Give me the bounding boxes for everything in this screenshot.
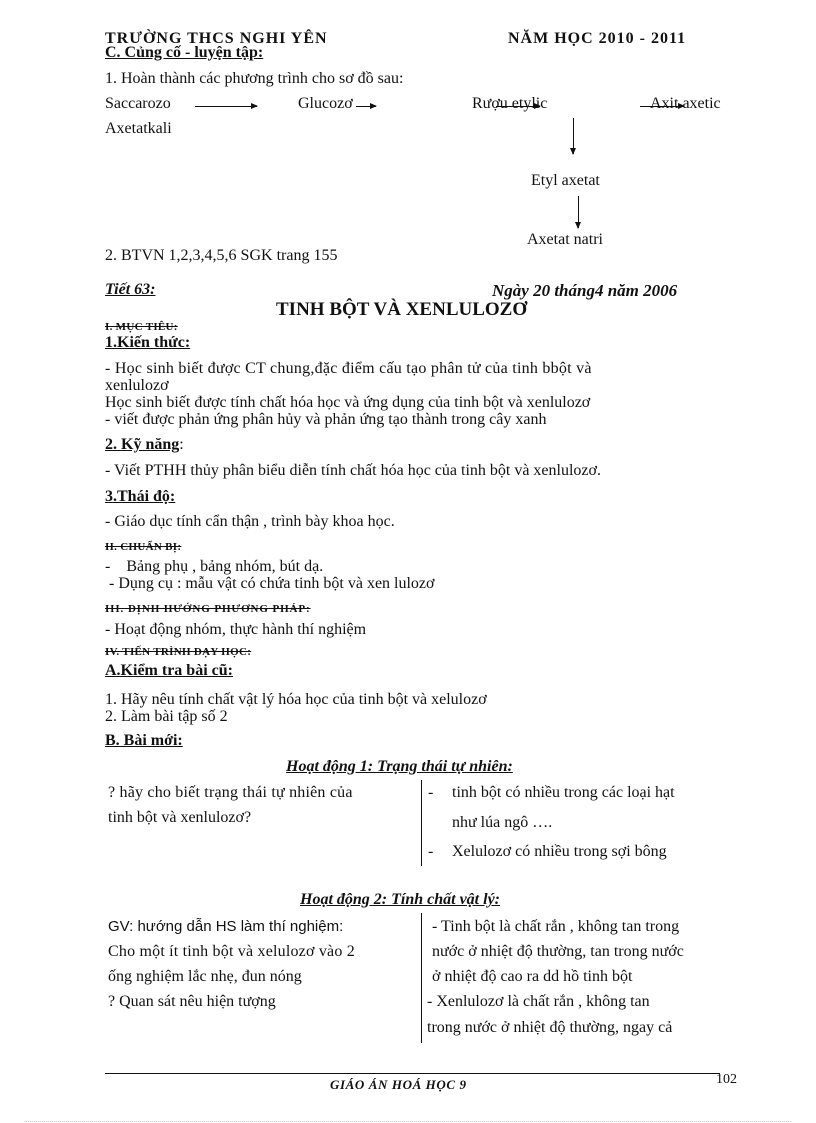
scheme-arrow-down-2 [578, 196, 579, 228]
hd2-right-line-5: trong nước ở nhiệt độ thường, ngay cả [427, 1019, 673, 1036]
kien-thuc-line-4: - viết được phản ứng phân hủy và phản ứng tạo thành trong cây xanh [105, 411, 547, 428]
page-edge [25, 1121, 791, 1122]
scheme-arrow-3 [496, 106, 540, 107]
hd2-left-line-4: ? Quan sát nêu hiện tượng [108, 993, 276, 1010]
scheme-glucozo: Glucozơ [298, 95, 353, 112]
scheme-arrow-1 [195, 106, 257, 107]
hd1-right-bullet-1: - [428, 784, 434, 801]
scheme-axetatkali: Axetatkali [105, 120, 172, 137]
hd2-right-line-2: nước ở nhiệt độ thường, tan trong nước [432, 943, 684, 960]
header-year: NĂM HỌC 2010 - 2011 [508, 30, 687, 47]
hd2-left-line-3: ống nghiệm lắc nhẹ, đun nóng [108, 968, 302, 985]
footer-rule [105, 1073, 720, 1074]
hd1-left-line-2: tinh bột và xenlulozơ? [108, 809, 252, 826]
chuan-bi-heading: II. CHUẨN BỊ: [105, 541, 182, 553]
tien-trinh-heading: IV. TIẾN TRÌNH DẠY HỌC: [105, 646, 252, 658]
hd2-left-line-1: GV: hướng dẫn HS làm thí nghiệm: [108, 918, 344, 935]
hoat-dong-2-divider [421, 913, 422, 1043]
footer-text: GIÁO ÁN HOÁ HỌC 9 [330, 1077, 467, 1092]
kien-thuc-heading: 1.Kiến thức: [105, 334, 191, 351]
kien-thuc-line-1: - Học sinh biết được CT chung,đặc điểm cấu tạo phân tử của tinh bbột và [105, 360, 592, 377]
ky-nang-heading: 2. Kỹ năng [105, 436, 180, 453]
dinh-huong-line: - Hoạt động nhóm, thực hành thí nghiệm [105, 621, 367, 638]
section-c-q1: 1. Hoàn thành các phương trình cho sơ đồ sau: [105, 70, 404, 87]
muc-tieu-heading: I. MỤC TIÊU: [105, 321, 178, 333]
ky-nang-line: - Viết PTHH thủy phân biểu diễn tính chất hóa học của tinh bột và xenlulozơ. [105, 462, 601, 479]
bai-moi-heading: B. Bài mới: [105, 732, 183, 749]
hd1-left-line-1: ? hãy cho biết trạng thái tự nhiên của [108, 784, 353, 801]
scheme-ruou: Rượu etylic [472, 95, 548, 112]
hoat-dong-1-title: Hoạt động 1: Trạng thái tự nhiên: [286, 758, 513, 775]
thai-do-heading: 3.Thái độ: [105, 488, 176, 505]
hoat-dong-2-title: Hoạt động 2: Tính chất vật lý: [300, 891, 500, 908]
hd1-right-line-1: tinh bột có nhiều trong các loại hạt [452, 784, 675, 801]
header-school: TRƯỜNG THCS NGHI YÊN [105, 30, 328, 47]
scheme-saccarozo: Saccarozo [105, 95, 171, 112]
hoat-dong-1-divider [421, 780, 422, 866]
page-number: 102 [716, 1072, 737, 1087]
scheme-arrow-2 [356, 106, 376, 107]
kiem-tra-q2: 2. Làm bài tập số 2 [105, 708, 228, 725]
lesson-tiet: Tiết 63: [105, 281, 156, 298]
scheme-arrow-4 [640, 106, 684, 107]
kien-thuc-line-3: Học sinh biết được tính chất hóa học và ứng dụng của tinh bột và xenlulozơ [105, 394, 591, 411]
ky-nang-block [105, 436, 184, 454]
chuan-bi-line-1: - Bảng phụ , bảng nhóm, bút dạ. [105, 558, 324, 575]
kiem-tra-q1: 1. Hãy nêu tính chất vật lý hóa học của tinh bột và xelulozơ [105, 691, 487, 708]
kien-thuc-line-2: xenlulozơ [105, 377, 169, 394]
hd1-right-line-2: như lúa ngô …. [452, 814, 553, 831]
hd2-left-line-2: Cho một ít tinh bột và xelulozơ vào 2 [108, 943, 355, 960]
ky-nang-colon: : [179, 436, 184, 453]
dinh-huong-heading: III. ĐỊNH HƯỚNG PHƯƠNG PHÁP: [105, 603, 311, 615]
lesson-date: Ngày 20 tháng4 năm 2006 [492, 281, 678, 300]
hd2-right-line-1: - Tinh bột là chất rắn , không tan trong [432, 918, 680, 935]
lesson-title: TINH BỘT VÀ XENLULOZƠ [276, 299, 528, 320]
thai-do-line: - Giáo dục tính cẩn thận , trình bày khoa học. [105, 513, 395, 530]
section-c-title: C. Củng cố - luyện tập: [105, 44, 264, 61]
hd1-right-line-3: Xelulozơ có nhiều trong sợi bông [452, 843, 667, 860]
scheme-axit: Axit axetic [650, 95, 721, 112]
hd2-right-line-3: ở nhiệt độ cao ra dd hồ tinh bột [432, 968, 633, 985]
hd1-right-bullet-2: - [428, 843, 434, 860]
hd2-right-line-4: - Xenlulozơ là chất rắn , không tan [427, 993, 650, 1010]
kiem-tra-heading: A.Kiểm tra bài cũ: [105, 662, 233, 679]
scheme-axetat-natri: Axetat natri [527, 231, 603, 248]
chuan-bi-line-2: - Dụng cụ : mẫu vật có chứa tinh bột và xen lulozơ [105, 575, 435, 592]
scheme-arrow-down-1 [573, 118, 574, 154]
scheme-etyl-axetat: Etyl axetat [531, 172, 600, 189]
section-c-q2: 2. BTVN 1,2,3,4,5,6 SGK trang 155 [105, 247, 338, 264]
